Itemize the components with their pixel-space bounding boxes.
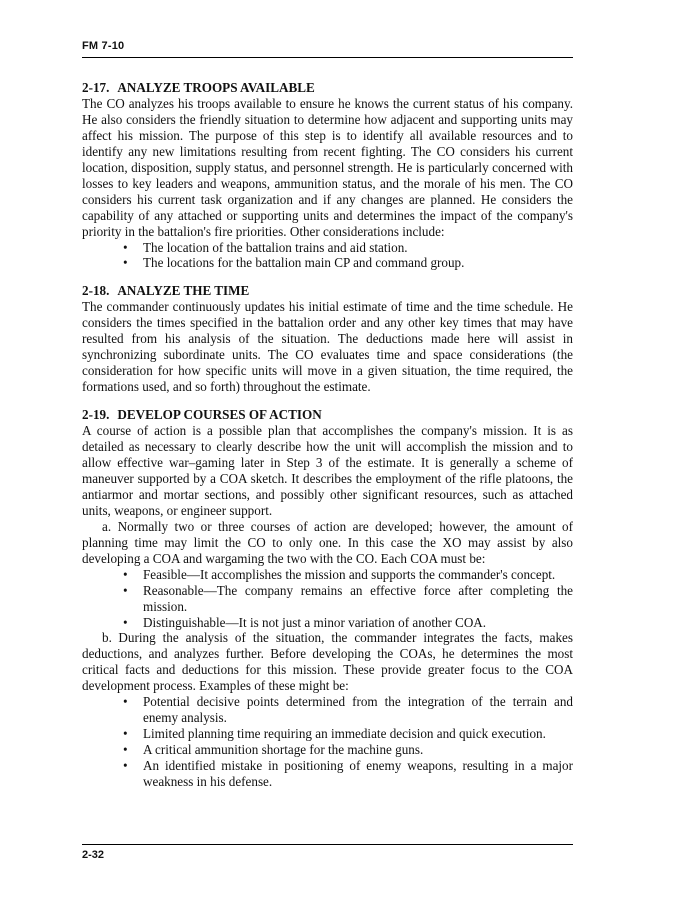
list-item: • An identified mistake in positioning of enemy weapons, resulting in a major weakness in his defense. [123, 758, 573, 790]
section-paragraph: The CO analyzes his troops available to ensure he knows the current status of his company. He also considers the friendly situation to determine how adjacent and supporting units may affect his mission. The purpose of this step is to identify all available resources and to identify any new limitations resulting from recent fighting. The CO considers his current location, disposition, supply status, and personnel strength. He is particularly concerned with losses to key leaders and weapons, ammunition status, and the morale of his men. The CO considers his current task organization and if any changes are planned. He considers the capability of any attached or supporting units and determines the impact of the company's priority in the battalion's fire priorities. Other considerations include: [82, 95, 573, 239]
bullet-icon: • [123, 742, 128, 758]
list-item: • Potential decisive points determined from the integration of the terrain and enemy analysis. [123, 694, 573, 726]
list-item: • The location of the battalion trains and aid station. [123, 239, 408, 255]
bullet-icon: • [123, 582, 128, 598]
examples-list [82, 694, 573, 790]
bullet-list [82, 240, 573, 272]
section-heading: 2-19. DEVELOP COURSES OF ACTION [82, 407, 322, 423]
list-item: • The locations for the battalion main CP and command group. [123, 255, 465, 271]
list-item: • Feasible—It accomplishes the mission and supports the commander's concept. [123, 566, 556, 582]
section-paragraph: The commander continuously updates his initial estimate of time and the time schedule. He considers the times specified in the battalion order and any other key times that may have resulted from his analysis of the situation. The deductions made here will assist in synchronizing subordinate units. The CO evaluates time and space considerations (the consideration for how specific units will move in a given situation, the time required, the formations used, and so forth) throughout the estimate. [82, 299, 573, 395]
list-item: • Reasonable—The company remains an effective force after completing the mission. [123, 582, 573, 614]
criteria-list [82, 567, 573, 631]
list-item: • Distinguishable—It is not just a minor variation of another COA. [123, 614, 487, 630]
section-heading: 2-18. ANALYZE THE TIME [82, 283, 250, 299]
bullet-icon: • [123, 726, 128, 742]
footer-rule [82, 844, 573, 845]
section-2-18 [82, 283, 573, 395]
subparagraph-b: b. During the analysis of the situation, the commander integrates the facts, makes deductions, and analyzes further. Before developing the COAs, he determines the most critical facts and deductions for this mission. These provide greater focus to the COA development process. Examples of these might be: [82, 630, 573, 694]
subparagraph-a: a. Normally two or three courses of action are developed; however, the amount of planning time may limit the CO to only one. In this case the XO may assist by also developing a COA and wargaming the two with the CO. Each COA must be: [82, 518, 573, 566]
bullet-icon: • [123, 614, 128, 630]
bullet-icon: • [123, 255, 128, 271]
page-number: 2-32 [82, 849, 105, 861]
list-item: • Limited planning time requiring an immediate decision and quick execution. [123, 726, 546, 742]
bullet-icon: • [123, 758, 128, 774]
bullet-icon: • [123, 566, 128, 582]
bullet-icon: • [123, 239, 128, 255]
section-paragraph: A course of action is a possible plan that accomplishes the company's mission. It is as detailed as necessary to clearly describe how the unit will accomplish the mission and to allow effective war–gaming later in Step 3 of the estimate. It is generally a scheme of maneuver supported by a COA sketch. It describes the employment of the rifle platoons, the antiarmor and mortar sections, and possibly other significant resources, such as attached units, weapons, or engineer support. [82, 423, 573, 518]
list-item: • A critical ammunition shortage for the machine guns. [123, 742, 424, 758]
header-rule [82, 57, 573, 58]
running-header: FM 7-10 [82, 40, 125, 52]
page-body [82, 80, 573, 802]
section-heading: 2-17. ANALYZE TROOPS AVAILABLE [82, 80, 315, 95]
bullet-icon: • [123, 694, 128, 710]
section-2-19 [82, 407, 573, 790]
section-2-17 [82, 80, 573, 271]
